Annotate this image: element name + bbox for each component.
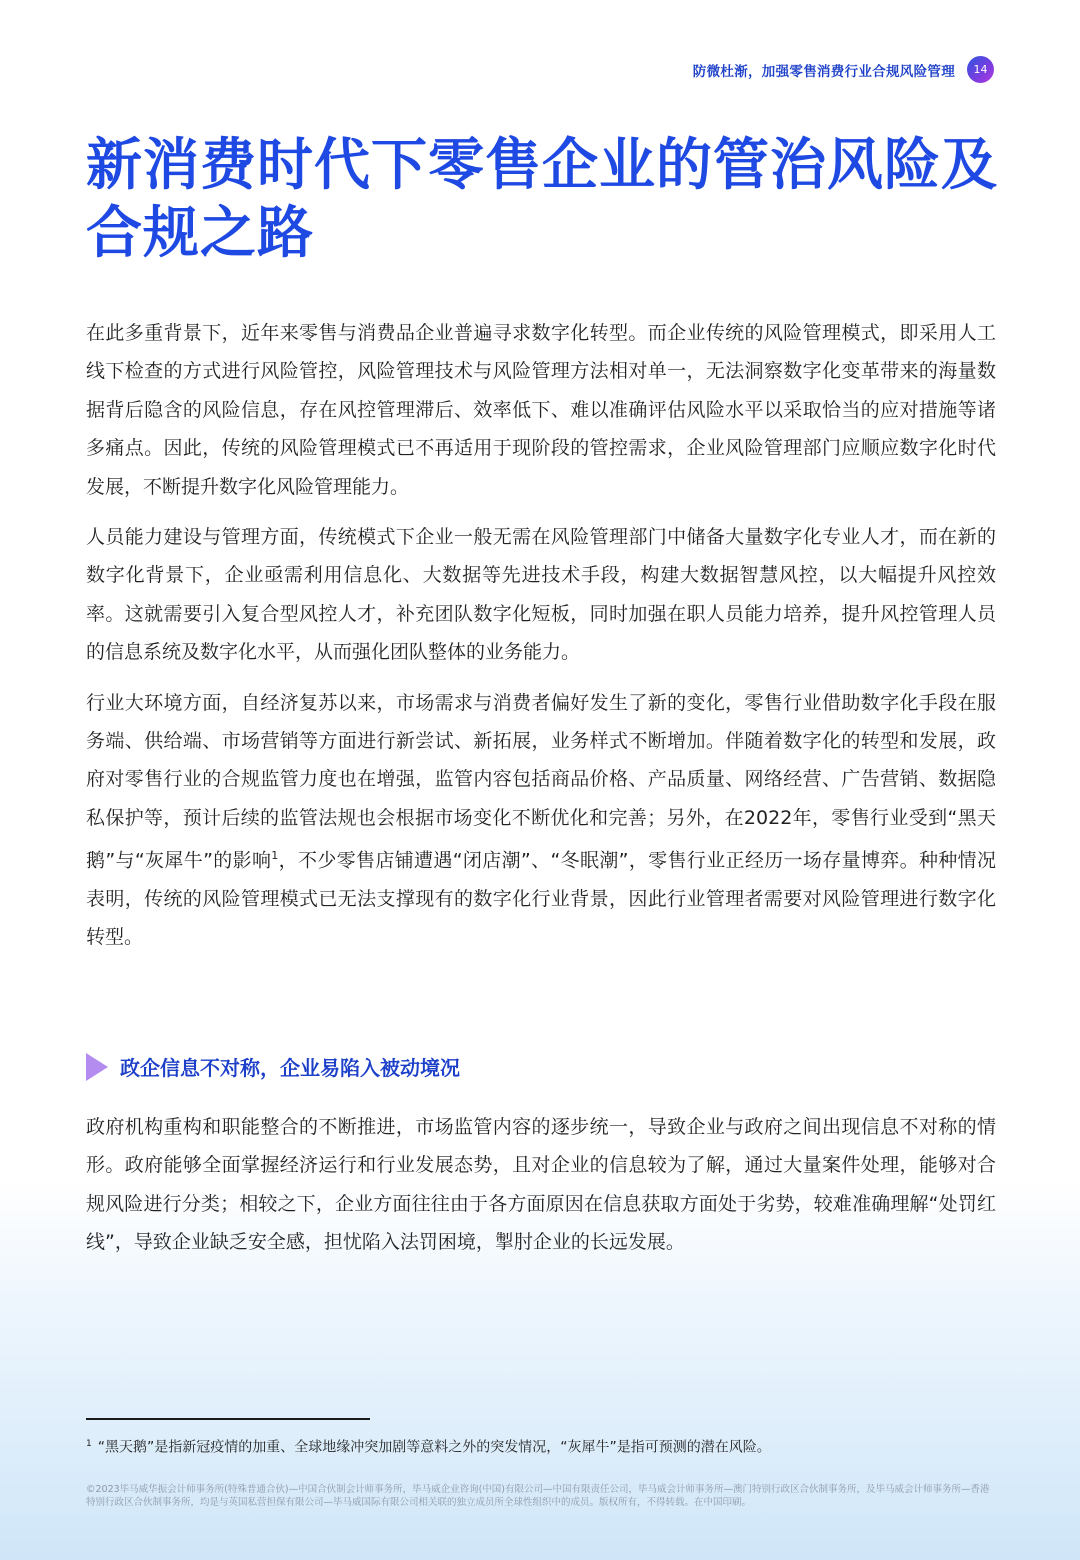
- copyright-notice: ©2023毕马威华振会计师事务所(特殊普通合伙)—中国合伙制会计师事务所，毕马威企业咨询(中国)有限公司—中国有限责任公司，毕马威会计师事务所—澳门特别行政区合伙制事务所，及毕马威会计师事务所—香港特别行政区合伙制事务所，均是与英国私营担保有限公司—毕马威国际有限公司相关联的独立成员所全球性组织中的成员。版权所有，不得转载。在中国印刷。: [86, 1484, 990, 1508]
- paragraph-2: 人员能力建设与管理方面，传统模式下企业一般无需在风险管理部门中储备大量数字化专业人才，而在新的数字化背景下，企业亟需利用信息化、大数据等先进技术手段，构建大数据智慧风控，以大幅提升风控效率。这就需要引入复合型风控人才，补充团队数字化短板，同时加强在职人员能力培养，提升风控管理人员的信息系统及数字化水平，从而强化团队整体的业务能力。: [86, 526, 996, 664]
- footnote-divider: [86, 1418, 370, 1420]
- page-number-badge: 14: [967, 56, 994, 83]
- section-heading: [86, 1052, 460, 1081]
- paragraph-3-part-2: ，不少零售店铺遭遇“闭店潮”、“冬眠潮”，零售行业正经历一场存量博弈。种种情况表明，传统的风险管理模式已无法支撑现有的数字化行业背景，因此行业管理者需要对风险管理进行数字化转型。: [86, 849, 996, 949]
- main-content: [86, 314, 996, 969]
- section-title: 政企信息不对称，企业易陷入被动境况: [120, 1056, 460, 1080]
- paragraph-1: 在此多重背景下，近年来零售与消费品企业普遍寻求数字化转型。而企业传统的风险管理模式，即采用人工线下检查的方式进行风险管控，风险管理技术与风险管理方法相对单一，无法洞察数字化变革带来的海量数据背后隐含的风险信息，存在风控管理滞后、效率低下、难以准确评估风险水平以采取恰当的应对措施等诸多痛点。因此，传统的风险管理模式已不再适用于现阶段的管控需求，企业风险管理部门应顺应数字化时代发展，不断提升数字化风险管理能力。: [86, 322, 996, 498]
- footnote: [86, 1433, 996, 1459]
- page-title: 新消费时代下零售企业的管治风险及合规之路: [86, 133, 998, 266]
- paragraph-3: [86, 684, 996, 957]
- footnote-marker: 1: [86, 1439, 92, 1449]
- section-content: [86, 1108, 996, 1274]
- footnote-text: “黑天鹅”是指新冠疫情的加重、全球地缘冲突加剧等意料之外的突发情况，“灰犀牛”是指可预测的潜在风险。: [97, 1439, 771, 1456]
- page-header: [693, 56, 994, 83]
- footnote-reference: 1: [271, 849, 279, 863]
- header-title: 防微杜渐，加强零售消费行业合规风险管理: [692, 63, 955, 80]
- paragraph-3-part-1: 行业大环境方面，自经济复苏以来，市场需求与消费者偏好发生了新的变化，零售行业借助数字化手段在服务端、供给端、市场营销等方面进行新尝试、新拓展，业务样式不断增加。伴随着数字化的转型和发展，政府对零售行业的合规监管力度也在增强，监管内容包括商品价格、产品质量、网络经营、广告营销、数据隐私保护等，预计后续的监管法规也会根据市场变化不断优化和完善；另外，在2022年，零售行业受到“黑天鹅”与“灰犀牛”的影响: [86, 691, 996, 872]
- arrow-right-icon: [86, 1053, 108, 1081]
- section-paragraph: 政府机构重构和职能整合的不断推进，市场监管内容的逐步统一，导致企业与政府之间出现信息不对称的情形。政府能够全面掌握经济运行和行业发展态势，且对企业的信息较为了解，通过大量案件处理，能够对合规风险进行分类；相较之下，企业方面往往由于各方面原因在信息获取方面处于劣势，较难准确理解“处罚红线”，导致企业缺乏安全感，担忧陷入法罚困境，掣肘企业的长远发展。: [86, 1116, 996, 1254]
